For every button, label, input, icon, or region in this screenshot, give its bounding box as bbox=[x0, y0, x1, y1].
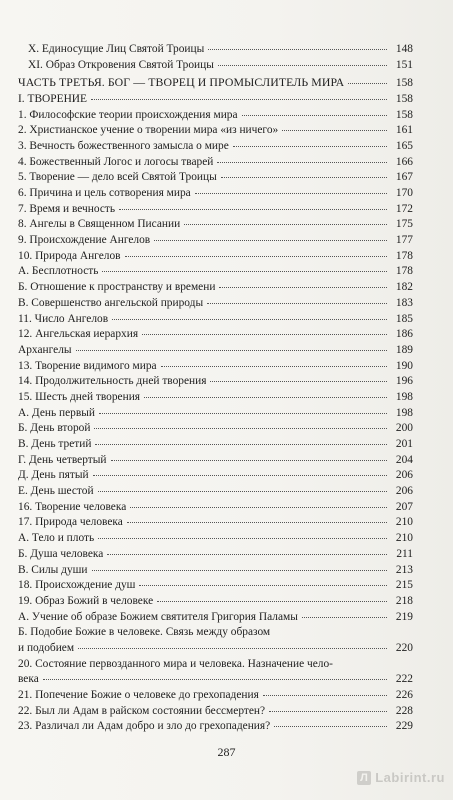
toc-entry bbox=[18, 547, 413, 563]
dot-leader bbox=[94, 427, 387, 429]
dot-leader bbox=[221, 176, 387, 178]
dot-leader bbox=[112, 318, 387, 320]
watermark-text: Labirint.ru bbox=[375, 770, 445, 785]
toc-entry bbox=[18, 202, 413, 218]
toc-entry bbox=[18, 468, 413, 484]
toc-entry bbox=[18, 406, 413, 422]
toc-entry-page: 178 bbox=[395, 249, 413, 262]
toc-entry-title: 17. Природа человека bbox=[18, 516, 123, 529]
toc-entry-page: 226 bbox=[395, 689, 413, 702]
toc-entry-title: А. Тело и плоть bbox=[18, 532, 95, 545]
toc-entry-title: 11. Число Ангелов bbox=[18, 312, 109, 325]
dot-leader bbox=[107, 553, 387, 555]
toc-entry bbox=[18, 312, 413, 328]
toc-entry bbox=[18, 170, 413, 186]
toc-entry bbox=[18, 327, 413, 343]
toc-entry bbox=[18, 108, 413, 124]
dot-leader bbox=[130, 506, 387, 508]
dot-leader bbox=[98, 490, 387, 492]
toc-entry-title: 7. Время и вечность bbox=[18, 202, 116, 215]
toc-entry-title: 13. Творение видимого мира bbox=[18, 359, 157, 372]
watermark-logo-icon: Л bbox=[357, 771, 371, 785]
dot-leader bbox=[207, 302, 387, 304]
toc-entry-title: 19. Образ Божий в человеке bbox=[18, 594, 154, 607]
dot-leader bbox=[119, 208, 387, 210]
toc-entry bbox=[18, 515, 413, 531]
dot-leader bbox=[348, 82, 387, 84]
toc-entry-page: 182 bbox=[395, 281, 413, 294]
toc-entry-title: 3. Вечность божественного замысла о мире bbox=[18, 139, 229, 152]
toc-entry bbox=[18, 704, 413, 720]
toc-entry-title: 6. Причина и цель сотворения мира bbox=[18, 187, 191, 199]
toc-entry bbox=[18, 594, 413, 610]
toc-entry-page: 170 bbox=[395, 187, 413, 199]
toc-entry-title-continued: и подобием bbox=[18, 641, 75, 654]
toc-entry-page: 161 bbox=[395, 124, 413, 137]
toc-entry-page: 219 bbox=[395, 610, 413, 623]
toc-entry bbox=[18, 578, 413, 594]
toc-entry-page: 207 bbox=[395, 500, 413, 513]
toc-entry bbox=[18, 437, 413, 453]
dot-leader bbox=[92, 569, 387, 571]
toc-entry bbox=[18, 610, 413, 626]
toc-entry-page: 186 bbox=[395, 328, 413, 341]
toc-entry-title: Б. Душа человека bbox=[18, 547, 104, 560]
toc-entry-title: X. Единосущие Лиц Святой Троицы bbox=[28, 43, 205, 55]
dot-leader bbox=[102, 270, 387, 272]
dot-leader bbox=[208, 48, 387, 50]
toc-entry-title: А. Бесплотность bbox=[18, 265, 99, 278]
toc-entry-page: 204 bbox=[395, 453, 413, 466]
toc-entry-page: 220 bbox=[395, 641, 413, 654]
toc-entry-title: 5. Творение — дело всей Святой Троицы bbox=[18, 171, 217, 184]
toc-entry-page: 158 bbox=[395, 108, 413, 121]
toc-entry-title: Г. День четвертый bbox=[18, 453, 107, 466]
toc-entry-title: 21. Попечение Божие о человеке до грехопадения bbox=[18, 689, 259, 702]
dot-leader bbox=[219, 286, 387, 288]
dot-leader bbox=[127, 521, 387, 523]
toc-entry-page: 201 bbox=[395, 438, 413, 450]
toc-entry-title: 8. Ангелы в Священном Писании bbox=[18, 218, 181, 231]
dot-leader bbox=[157, 600, 387, 602]
toc-entry-page: 210 bbox=[395, 532, 413, 545]
page-number: 287 bbox=[217, 745, 236, 759]
dot-leader bbox=[269, 710, 387, 712]
dot-leader bbox=[76, 349, 387, 351]
toc-entry-page: 158 bbox=[395, 92, 413, 105]
toc-entry-title-continued: века bbox=[18, 673, 39, 686]
toc-entry bbox=[18, 359, 413, 375]
toc-entry-page: 196 bbox=[395, 375, 413, 388]
toc-entry-page: 177 bbox=[395, 234, 413, 247]
toc-entry-title: 2. Христианское учение о творении мира «из ничего» bbox=[18, 124, 279, 137]
toc-entry-page: 200 bbox=[395, 422, 413, 435]
dot-leader bbox=[93, 474, 387, 476]
dot-leader bbox=[125, 255, 387, 257]
toc-entry bbox=[18, 657, 413, 688]
toc-entry bbox=[18, 217, 413, 233]
toc-entry bbox=[18, 453, 413, 469]
dot-leader bbox=[218, 64, 387, 66]
dot-leader bbox=[154, 239, 387, 241]
toc-entry-page: 210 bbox=[395, 516, 413, 529]
toc-entry bbox=[18, 500, 413, 516]
toc-entry-page: 172 bbox=[395, 202, 413, 215]
toc-entry-title: 4. Божественный Логос и логосы тварей bbox=[18, 155, 214, 168]
toc-entry bbox=[18, 42, 413, 58]
toc-entry bbox=[18, 155, 413, 171]
toc-entry bbox=[18, 73, 413, 92]
toc-entry-page: 167 bbox=[395, 171, 413, 184]
toc-entry-page: 185 bbox=[395, 312, 413, 325]
toc-entry-title: Е. День шестой bbox=[18, 485, 94, 498]
dot-leader bbox=[95, 443, 387, 445]
table-of-contents bbox=[18, 42, 413, 735]
toc-entry-page: 183 bbox=[395, 296, 413, 309]
toc-entry bbox=[18, 139, 413, 155]
toc-entry-page: 189 bbox=[395, 343, 413, 356]
toc-entry-title: I. ТВОРЕНИЕ bbox=[18, 92, 87, 105]
dot-leader bbox=[99, 412, 387, 414]
toc-entry bbox=[18, 343, 413, 359]
toc-entry-page: 165 bbox=[395, 139, 413, 152]
toc-entry-title: 18. Происхождение душ bbox=[18, 579, 136, 592]
toc-entry bbox=[18, 92, 413, 108]
toc-entry-title: 23. Различал ли Адам добро и зло до грехопадения? bbox=[18, 720, 271, 733]
toc-entry bbox=[18, 625, 413, 656]
toc-entry bbox=[18, 123, 413, 139]
dot-leader bbox=[302, 616, 387, 618]
dot-leader bbox=[274, 725, 387, 727]
dot-leader bbox=[139, 584, 387, 586]
toc-entry-title: ЧАСТЬ ТРЕТЬЯ. БОГ — ТВОРЕЦ И ПРОМЫСЛИТЕЛЬ МИРА bbox=[18, 75, 345, 90]
toc-entry-title: В. День третий bbox=[18, 438, 92, 450]
dot-leader bbox=[98, 537, 387, 539]
toc-entry-page: 190 bbox=[395, 359, 413, 372]
dot-leader bbox=[195, 192, 387, 194]
toc-entry bbox=[18, 280, 413, 296]
dot-leader bbox=[242, 114, 387, 116]
toc-entry-title: 20. Состояние первозданного мира и человека. Назначение чело- bbox=[18, 657, 333, 670]
toc-entry bbox=[18, 390, 413, 406]
toc-entry bbox=[18, 688, 413, 704]
toc-entry-page: 148 bbox=[395, 43, 413, 55]
toc-entry-title: А. Учение об образе Божием святителя Григория Паламы bbox=[18, 610, 298, 623]
toc-entry bbox=[18, 264, 413, 280]
toc-entry bbox=[18, 296, 413, 312]
toc-entry-page: 206 bbox=[395, 469, 413, 482]
toc-entry bbox=[18, 249, 413, 265]
toc-entry-page: 175 bbox=[395, 218, 413, 231]
toc-entry-title: Архангелы bbox=[18, 343, 72, 356]
toc-entry bbox=[18, 563, 413, 579]
toc-entry-title: 10. Природа Ангелов bbox=[18, 249, 121, 262]
toc-entry-title: В. Совершенство ангельской природы bbox=[18, 296, 204, 309]
dot-leader bbox=[210, 380, 387, 382]
toc-entry-page: 211 bbox=[396, 547, 413, 560]
toc-entry-title: XI. Образ Откровения Святой Троицы bbox=[28, 58, 214, 71]
dot-leader bbox=[161, 365, 387, 367]
toc-entry bbox=[18, 233, 413, 249]
toc-entry-title: 16. Творение человека bbox=[18, 500, 127, 513]
toc-entry-title: 9. Происхождение Ангелов bbox=[18, 234, 151, 247]
toc-entry-title: 1. Философские теории происхождения мира bbox=[18, 108, 238, 121]
dot-leader bbox=[144, 396, 387, 398]
toc-entry-title: Б. Подобие Божие в человеке. Связь между образом bbox=[18, 626, 271, 639]
dot-leader bbox=[43, 678, 387, 680]
toc-entry-title: Б. Отношение к пространству и времени bbox=[18, 281, 216, 294]
toc-entry-page: 229 bbox=[395, 720, 413, 733]
dot-leader bbox=[142, 333, 387, 335]
toc-entry-page: 151 bbox=[395, 58, 413, 71]
toc-entry-title: В. Силы души bbox=[18, 563, 88, 576]
toc-entry-title: Д. День пятый bbox=[18, 469, 89, 482]
toc-entry-title: Б. День второй bbox=[18, 422, 91, 435]
dot-leader bbox=[78, 647, 387, 649]
toc-entry bbox=[18, 186, 413, 202]
toc-entry-title: 22. Был ли Адам в райском состоянии бессмертен? bbox=[18, 704, 266, 717]
dot-leader bbox=[184, 223, 387, 225]
toc-entry-title: 14. Продолжительность дней творения bbox=[18, 375, 207, 388]
toc-entry-title: 12. Ангельская иерархия bbox=[18, 328, 139, 341]
toc-entry-page: 222 bbox=[395, 673, 413, 686]
dot-leader bbox=[282, 129, 387, 131]
toc-entry-page: 198 bbox=[395, 390, 413, 403]
toc-entry-page: 213 bbox=[395, 563, 413, 576]
toc-entry-title: А. День первый bbox=[18, 406, 95, 419]
toc-entry-page: 198 bbox=[395, 406, 413, 419]
toc-entry-page: 215 bbox=[395, 579, 413, 592]
toc-entry bbox=[18, 719, 413, 735]
toc-entry bbox=[18, 58, 413, 74]
toc-entry-page: 158 bbox=[395, 77, 413, 90]
dot-leader bbox=[217, 161, 387, 163]
toc-entry bbox=[18, 484, 413, 500]
toc-entry-title: 15. Шесть дней творения bbox=[18, 390, 141, 403]
toc-entry-page: 218 bbox=[395, 594, 413, 607]
toc-entry-page: 166 bbox=[395, 155, 413, 168]
toc-entry bbox=[18, 374, 413, 390]
toc-entry-page: 228 bbox=[395, 704, 413, 717]
toc-entry bbox=[18, 421, 413, 437]
dot-leader bbox=[91, 98, 387, 100]
dot-leader bbox=[111, 459, 388, 461]
dot-leader bbox=[263, 694, 387, 696]
toc-entry-page: 178 bbox=[395, 265, 413, 278]
toc-entry bbox=[18, 531, 413, 547]
watermark bbox=[357, 770, 445, 785]
toc-entry-page: 206 bbox=[395, 485, 413, 498]
dot-leader bbox=[233, 145, 387, 147]
